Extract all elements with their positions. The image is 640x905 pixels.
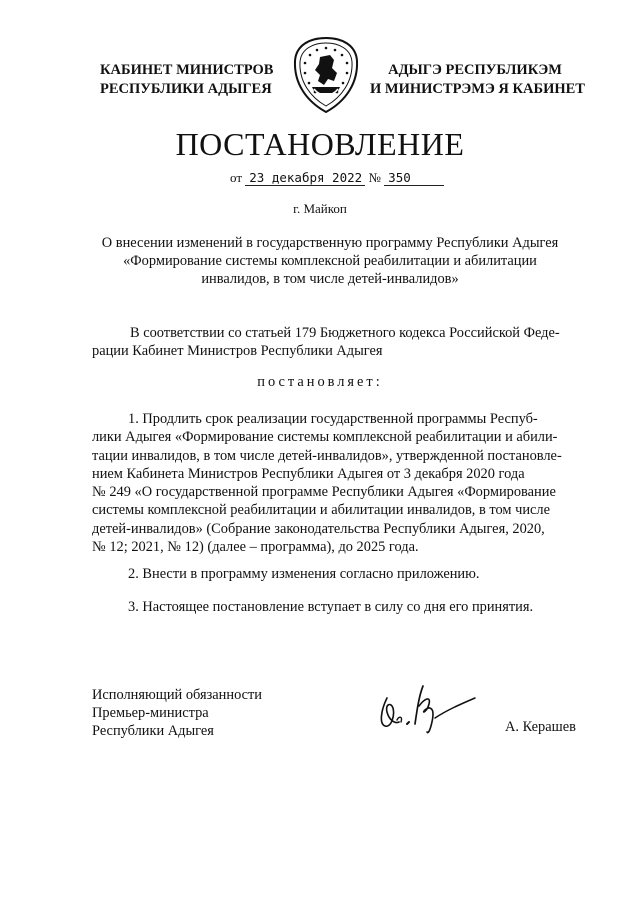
header-left-line: РЕСПУБЛИКИ АДЫГЕЯ [100,81,272,97]
item-1-line: № 249 «О государственной программе Республики Адыгея «Формирование [92,484,556,501]
item-3-paragraph [128,598,533,616]
item-1-text: 1. Продлить срок реализации государственной программы Респуб- [128,411,538,427]
document-city: г. Майкоп [293,201,347,216]
subject-line: О внесении изменений в государственную программу Республики Адыгея [101,235,559,251]
item-2-line: 2. Внести в программу изменения согласно приложению. [128,566,480,582]
subject-line: «Формирование системы комплексной реабилитации и абилитации [123,253,537,269]
item-1-line: нием Кабинета Министров Республики Адыгея от 3 декабря 2020 года [92,465,525,482]
signatory-name: А. Керашев [505,719,576,735]
header-right-line: И МИНИСТРЭМЭ Я КАБИНЕТ [370,81,585,97]
item-1-line: системы комплексной реабилитации и абилитации инвалидов, в том числе [92,502,550,519]
item-1-line: тации инвалидов, в том числе детей-инвалидов», утвержденной постановле- [92,447,562,464]
header-left-line: КАБИНЕТ МИНИСТРОВ [100,62,274,78]
item-3-line: 3. Настоящее постановление вступает в силу со дня его принятия. [128,599,534,615]
document-number: 350 [384,170,444,186]
preamble-line [92,324,560,342]
document-dateline [230,170,444,186]
date-from-label: от [230,170,243,185]
item-1-line: лики Адыгея «Формирование системы комплексной реабилитации и абили- [92,429,558,446]
signatory-position-line: Республики Адыгея [92,723,214,739]
handwritten-signature-icon [375,680,480,740]
number-label: № [368,170,381,185]
resolves-heading: постановляет: [257,374,383,390]
signatory-position-line: Премьер-министра [92,705,209,721]
document-subject [60,234,600,288]
document-date: 23 декабря 2022 [245,170,365,186]
document-title: ПОСТАНОВЛЕНИЕ [175,126,465,162]
subject-line: инвалидов, в том числе детей-инвалидов» [201,271,459,287]
coat-of-arms-icon [290,35,362,115]
preamble-text: В соответствии со статьей 179 Бюджетного кодекса Российской Феде- [130,325,560,341]
header-right-org [370,61,585,99]
item-1-line: № 12; 2021, № 12) (далее – программа), до 2025 года. [92,539,419,556]
item-2-paragraph [128,565,479,583]
signatory-position-line: Исполняющий обязанности [92,687,263,703]
header-right-line: АДЫГЭ РЕСПУБЛИКЭМ [388,62,562,78]
preamble-paragraph [92,324,560,361]
header-left-org [100,61,274,99]
item-1-paragraph [92,410,562,556]
signatory-position [92,686,262,740]
item-1-line [92,410,562,428]
item-1-line: детей-инвалидов» (Собрание законодательства Республики Адыгея, 2020, [92,520,545,537]
preamble-line: рации Кабинет Министров Республики Адыгея [92,343,383,360]
